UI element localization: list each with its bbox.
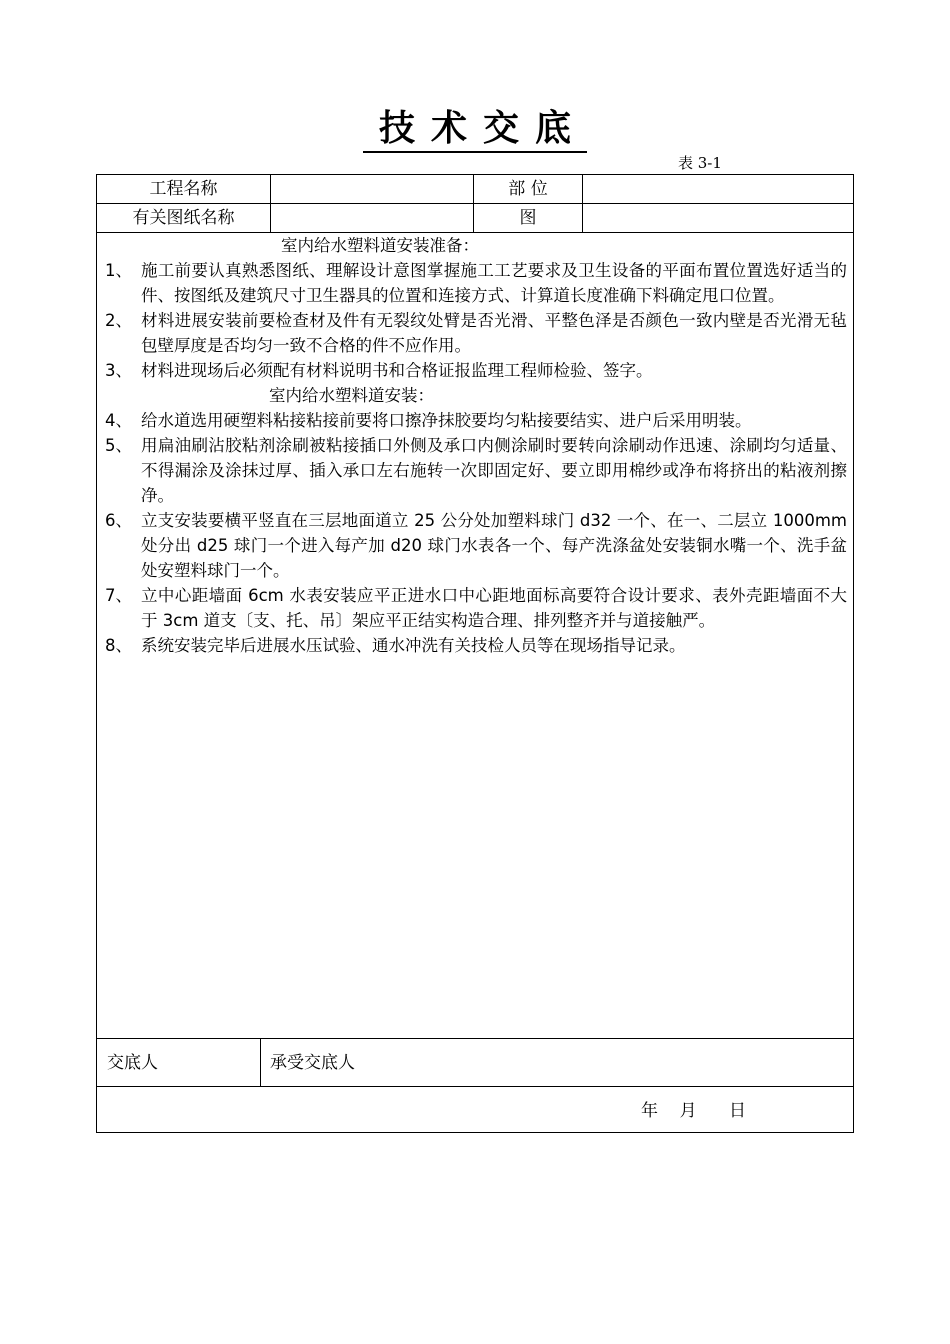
item-number: 1、 [105,261,132,280]
col-divider [260,1038,261,1086]
drawing-number-label: 图 [519,208,537,228]
col-divider [270,175,271,232]
item-number: 3、 [105,361,132,380]
receiver-label: 承受交底人 [270,1053,355,1073]
date-line: 年 月 日 [641,1101,747,1121]
presenter-label: 交底人 [107,1053,158,1073]
item-number: 6、 [105,511,132,530]
item-text: 材料进展安装前要检查材及件有无裂纹处臂是否光滑、平整色泽是否颜色一致内壁是否光滑无毡包壁厚度是否均匀一致不合格的件不应作用。 [141,311,847,355]
row-divider [97,1038,853,1039]
list-item [105,508,847,583]
position-label: 部 位 [508,179,548,199]
section-heading: 室内给水塑料道安装准备： [281,236,479,255]
item-text: 用扁油刷沾胶粘剂涂刷被粘接插口外侧及承口内侧涂刷时要转向涂刷动作迅速、涂刷均匀适量、不得漏涂及涂抹过厚、插入承口左右施转一次即固定好、要立即用棉纱或净布将挤出的粘液剂擦净。 [141,436,847,505]
item-text: 立中心距墙面 6cm 水表安装应平正进水口中心距地面标高要符合设计要求、表外壳距墙面不大于 3cm 道支〔支、托、吊〕架应平正结实构造合理、排列整齐并与道接触严。 [141,586,847,630]
list-item [105,408,847,433]
drawing-name-label: 有关图纸名称 [132,208,235,228]
item-number: 2、 [105,311,132,330]
list-item [105,258,847,308]
item-number: 5、 [105,436,132,455]
item-number: 8、 [105,636,132,655]
list-item [105,633,847,658]
disclosure-content [105,233,847,658]
disclosure-sheet [96,174,854,1133]
list-item [105,433,847,508]
item-number: 4、 [105,411,132,430]
item-text: 施工前要认真熟悉图纸、理解设计意图掌握施工工艺要求及卫生设备的平面布置位置选好适当的件、按图纸及建筑尺寸卫生器具的位置和连接方式、计算道长度准确下料确定甩口位置。 [141,261,847,305]
form-number: 表 3-1 [678,154,722,172]
list-item [105,308,847,358]
section-heading: 室内给水塑料道安装： [269,386,434,405]
item-number: 7、 [105,586,132,605]
item-text: 材料进现场后必须配有材料说明书和合格证报监理工程师检验、签字。 [141,361,653,380]
project-name-label: 工程名称 [149,179,218,199]
item-text: 立支安装要横平竖直在三层地面道立 25 公分处加塑料球门 d32 一个、在一、二层立 1000mm 处分出 d25 球门一个进入每产加 d20 球门水表各一个、每产洗涤盆处安装铜水嘴一个、洗手盆处安塑料球门一个。 [141,511,847,580]
list-item [105,358,847,383]
item-text: 系统安装完毕后进展水压试验、通水冲洗有关技检人员等在现场指导记录。 [141,636,686,655]
list-item [105,583,847,633]
document-title: 技术交底 [0,100,950,151]
col-divider [582,175,583,232]
item-text: 给水道选用硬塑料粘接粘接前要将口擦净抹胶要均匀粘接要结实、进户后采用明装。 [141,411,752,430]
row-divider [97,1086,853,1087]
